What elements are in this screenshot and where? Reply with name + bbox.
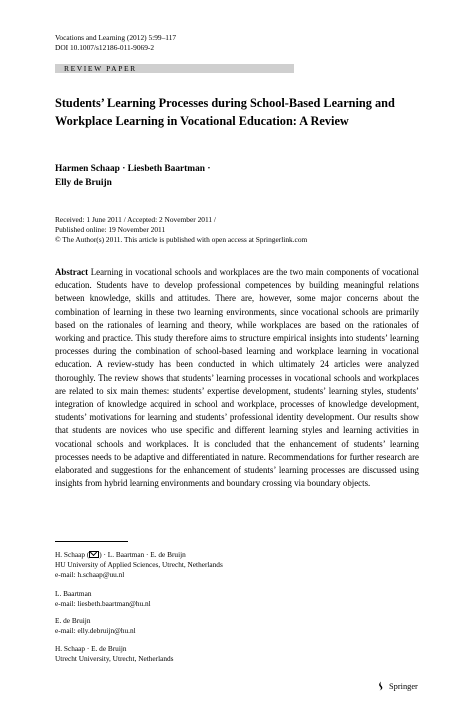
springer-logo: [376, 681, 386, 691]
journal-citation: Vocations and Learning (2012) 5:99–117: [55, 33, 177, 42]
doi: DOI 10.1007/s12186-011-9069-2: [55, 43, 155, 53]
journal-info: [55, 33, 176, 54]
affiliation-3-name: E. de Bruijn: [55, 616, 91, 625]
abstract-heading: Abstract: [55, 267, 89, 277]
affiliation-4-institution: Utrecht University, Utrecht, Netherlands: [55, 654, 174, 664]
authors-line-1: Harmen Schaap · Liesbeth Baartman ·: [55, 164, 211, 174]
affiliation-1: [55, 550, 223, 580]
affiliation-1-institution: HU University of Applied Sciences, Utrecht, Netherlands: [55, 560, 223, 570]
abstract-text: Learning in vocational schools and workplaces are the two main components of vocational education. Students have to develop professional competences by building meaningful relations between knowledge, skills and attitudes. There are, however, some major concerns about the combination of learning in these two learning environments, since vocational schools are primarily based on the rationales of learning and theory, while workplaces are based on the rationales of working and practice. This study therefore aims to structure empirical insights into students’ learning processes during the combination of school-based learning and workplace learning in vocational education. A review-study has been conducted in which ultimately 24 articles were analyzed thoroughly. The review shows that students’ learning processes in vocational schools and workplaces are related to six main themes: students’ expertise development, students’ learning styles, students’ integration of knowledge acquired in school and workplace, processes of knowledge development, students’ motivations for learning and students’ professional identity development. Our results show that students are novices who use specific and different learning styles and learning activities in vocational schools and workplaces. It is concluded that the enhancement of students’ learning processes needs to be adaptive and differentiated in nature. Recommendations for further research are elaborated and suggestions for the enhancement of students’ learning processes are discussed using insights from hybrid learning environments and boundary crossing via boundary objects.: [55, 267, 419, 489]
affiliation-1-names: [55, 550, 223, 560]
affiliation-2-email[interactable]: e-mail: liesbeth.baartman@hu.nl: [55, 599, 151, 609]
affiliation-4: [55, 644, 173, 664]
affiliation-1-prefix: H. Schaap (: [55, 550, 90, 559]
affiliation-4-names: H. Schaap · E. de Bruijn: [55, 644, 127, 653]
section-label: REVIEW PAPER: [64, 64, 137, 73]
footnote-divider: [55, 541, 128, 542]
affiliation-1-suffix: ) · L. Baartman · E. de Bruijn: [99, 550, 186, 559]
authors-line-2: Elly de Bruijn: [55, 177, 112, 188]
abstract: [55, 266, 419, 490]
author-list: [55, 163, 210, 190]
envelope-icon: [89, 551, 99, 558]
copyright-icon: ©: [55, 235, 61, 244]
article-title: Students’ Learning Processes during School-Based Learning and Workplace Learning in Vocational Education: A Review: [55, 96, 395, 128]
publisher-mark: [376, 681, 418, 691]
affiliation-1-email[interactable]: e-mail: h.schaap@uu.nl: [55, 570, 125, 580]
publisher-name: Springer: [389, 681, 418, 691]
affiliation-3: [55, 616, 136, 636]
received-accepted: Received: 1 June 2011 / Accepted: 2 November 2011 /: [55, 215, 216, 224]
affiliation-3-email[interactable]: e-mail: elly.debruijn@hu.nl: [55, 626, 136, 636]
affiliation-2: [55, 589, 151, 609]
published-online: Published online: 19 November 2011: [55, 225, 166, 234]
copyright-line: [55, 235, 307, 245]
affiliation-2-name: L. Baartman: [55, 589, 92, 598]
copyright-text: The Author(s) 2011. This article is published with open access at Springerlink.com: [60, 235, 308, 244]
article-history: [55, 215, 307, 245]
